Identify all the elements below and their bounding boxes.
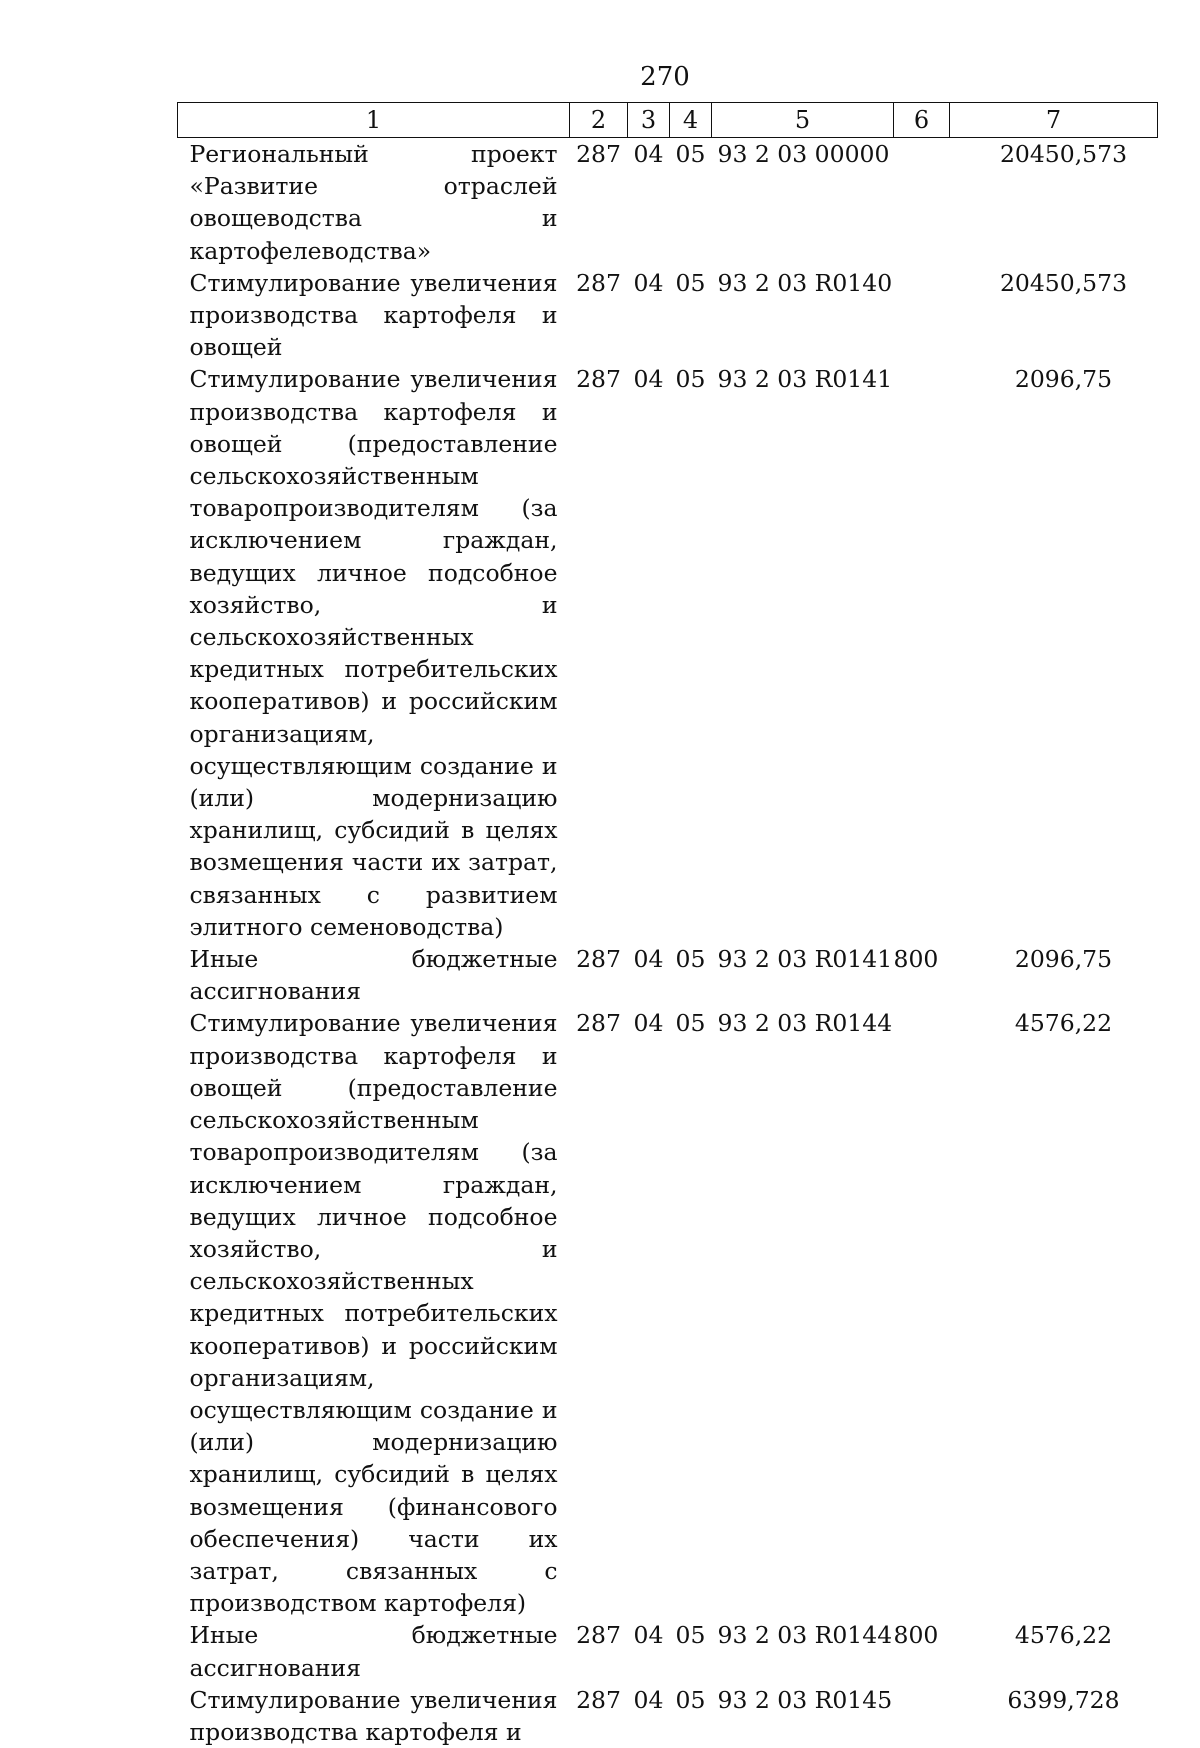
header-col-5: 5 [712, 103, 894, 138]
row-rz: 04 [633, 268, 664, 297]
table-row [178, 363, 1158, 943]
row-csr: 93 2 03 R0141 [717, 945, 893, 974]
row-csr: 93 2 03 R0141 [717, 365, 893, 394]
row-grbs: 287 [576, 1621, 621, 1650]
row-pr: 05 [675, 1621, 706, 1650]
table-row [178, 138, 1158, 267]
page-number: 270 [640, 62, 690, 92]
row-amount: 4576,22 [1014, 1621, 1113, 1650]
row-pr: 05 [675, 365, 706, 394]
row-vr: 800 [893, 945, 939, 974]
row-grbs: 287 [576, 945, 621, 974]
row-grbs: 287 [576, 140, 621, 168]
row-amount: 2096,75 [1014, 365, 1113, 394]
row-amount: 20450,573 [999, 140, 1128, 168]
row-grbs: 287 [576, 268, 621, 297]
row-vr [894, 1007, 950, 1619]
table-row [178, 267, 1158, 364]
row-vr [894, 363, 950, 943]
row-name: Иные бюджетные ассигнования [189, 1621, 558, 1682]
row-name: Стимулирование увеличения производства картофеля и овощей [189, 268, 558, 362]
row-name: Стимулирование увеличения производства картофеля и овощей (предоставление сельскохозяйственным товаропроизводителям (за исключением граждан, ведущих личное подсобное хозяйство, и сельскохозяйственных кредитных потребительских кооперативов) и российским организациям, осуществляющим создание и (или) модернизацию хранилищ, субсидий в целях возмещения (финансового обеспечения) части их затрат, связанных с производством картофеля) [189, 1009, 558, 1618]
table-row [178, 1007, 1158, 1619]
header-col-4: 4 [670, 103, 712, 138]
row-pr: 05 [675, 1009, 706, 1038]
row-rz: 04 [633, 1685, 664, 1714]
row-pr: 05 [675, 140, 706, 168]
row-grbs: 287 [576, 365, 621, 394]
row-vr [894, 138, 950, 267]
row-csr: 93 2 03 R0145 [717, 1685, 893, 1714]
row-pr: 05 [675, 268, 706, 297]
row-csr: 93 2 03 R0140 [717, 268, 893, 297]
row-rz: 04 [633, 1009, 664, 1038]
row-rz: 04 [633, 365, 664, 394]
header-col-6: 6 [894, 103, 950, 138]
row-csr: 93 2 03 R0144 [717, 1621, 893, 1650]
row-csr: 93 2 03 R0144 [717, 1009, 893, 1038]
row-pr: 05 [675, 945, 706, 974]
header-col-7: 7 [950, 103, 1158, 138]
row-vr [894, 267, 950, 364]
row-rz: 04 [633, 1621, 664, 1650]
row-name: Региональный проект «Развитие отраслей овощеводства и картофелеводства» [189, 140, 558, 265]
table-row [178, 943, 1158, 1007]
row-name: Стимулирование увеличения производства картофеля и [189, 1685, 558, 1746]
row-amount: 4576,22 [1014, 1009, 1113, 1038]
row-amount: 6399,728 [1007, 1685, 1120, 1714]
header-col-2: 2 [570, 103, 628, 138]
row-vr [894, 1684, 950, 1748]
row-name: Стимулирование увеличения производства картофеля и овощей (предоставление сельскохозяйственным товаропроизводителям (за исключением граждан, ведущих личное подсобное хозяйство, и сельскохозяйственных кредитных потребительских кооперативов) и российским организациям, осуществляющим создание и (или) модернизацию хранилищ, субсидий в целях возмещения части их затрат, связанных с развитием элитного семеноводства) [189, 365, 558, 941]
header-col-3: 3 [628, 103, 670, 138]
header-row [178, 103, 1158, 138]
row-name: Иные бюджетные ассигнования [189, 945, 558, 1006]
row-grbs: 287 [576, 1685, 621, 1714]
row-grbs: 287 [576, 1009, 621, 1038]
row-amount: 20450,573 [999, 268, 1128, 297]
row-rz: 04 [633, 945, 664, 974]
budget-table [177, 102, 1158, 1748]
row-pr: 05 [675, 1685, 706, 1714]
row-csr: 93 2 03 00000 [717, 140, 890, 168]
header-col-1: 1 [178, 103, 570, 138]
row-rz: 04 [633, 140, 664, 168]
row-vr: 800 [893, 1621, 939, 1650]
table-row [178, 1684, 1158, 1748]
table-row [178, 1619, 1158, 1683]
row-amount: 2096,75 [1014, 945, 1113, 974]
